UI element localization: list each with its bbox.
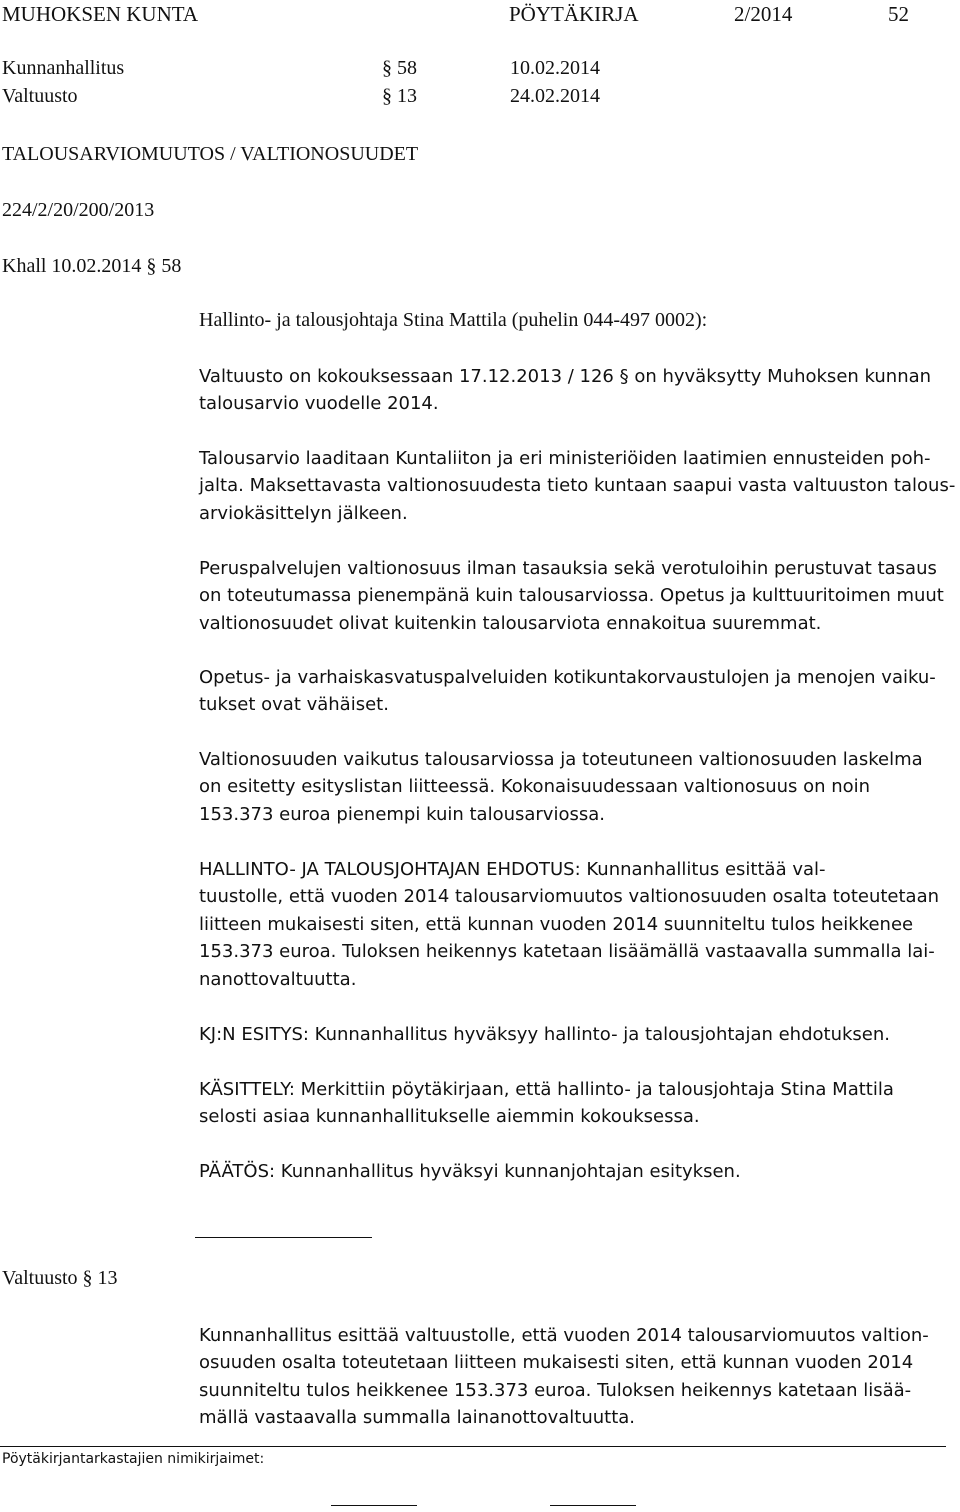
paragraph-line: nanottovaltuutta. [199, 968, 357, 990]
paragraph-line: KÄSITTELY: Merkittiin pöytäkirjaan, että hallinto- ja talousjohtaja Stina Mattila [199, 1079, 894, 1100]
kj-proposal-paragraph [199, 1021, 939, 1048]
reference-number: 224/2/20/200/2013 [2, 199, 155, 221]
section-divider [195, 1237, 372, 1238]
paragraph-line: tuustolle, että vuoden 2014 talousarviomuutos valtionosuuden osalta toteutetaan [199, 886, 940, 908]
document-title: TALOUSARVIOMUUTOS / VALTIONOSUUDET [2, 143, 419, 165]
handling-paragraph [199, 1076, 939, 1131]
municipality-name: MUHOKSEN KUNTA [2, 2, 199, 26]
paragraph-line: HALLINTO- JA TALOUSJOHTAJAN EHDOTUS: Kunnanhallitus esittää val- [199, 859, 826, 880]
paragraph-line: selosti asiaa kunnanhallitukselle aiemmin kokouksessa. [199, 1106, 700, 1128]
prior-reference: Khall 10.02.2014 § 58 [2, 255, 182, 277]
paragraph [199, 746, 939, 828]
issue-number: 2/2014 [734, 2, 793, 26]
paragraph-line: 153.373 euroa. Tuloksen heikennys katetaan lisäämällä vastaavalla summalla lai- [199, 941, 935, 963]
decision-paragraph [199, 1158, 939, 1185]
paragraph-line: valtionosuudet olivat kuitenkin talousarviota ennakoitua suuremmat. [199, 612, 822, 634]
paragraph-line: jalta. Maksettavasta valtionosuudesta tieto kuntaan saapui vasta valtuuston talous- [199, 475, 956, 497]
paragraph-line: on toteutumassa pienempänä kuin talousarviossa. Opetus ja kulttuuritoimen muut [199, 585, 944, 607]
meeting-date: 10.02.2014 [510, 57, 600, 79]
signatures-label: Pöytäkirjantarkastajien nimikirjaimet: [2, 1451, 265, 1467]
paragraph-line: Talousarvio laaditaan Kuntaliiton ja eri ministeriöiden laatimien ennusteiden poh- [199, 448, 931, 469]
paragraph-line: osuuden osalta toteutetaan liitteen mukaisesti siten, että kunnan vuoden 2014 [199, 1352, 914, 1374]
paragraph-line: talousarvio vuodelle 2014. [199, 393, 439, 415]
page-number: 52 [888, 2, 909, 26]
council-paragraph [199, 1322, 939, 1432]
signature-line [550, 1505, 636, 1506]
paragraph-line: Peruspalvelujen valtionosuus ilman tasauksia sekä verotuloihin perustuvat tasaus [199, 558, 937, 579]
meeting-body: Valtuusto [2, 85, 78, 107]
document-type: PÖYTÄKIRJA [509, 2, 639, 26]
signature-line [331, 1505, 417, 1506]
paragraph-line: Valtuusto on kokouksessaan 17.12.2013 / 126 § on hyväksytty Muhoksen kunnan [199, 366, 932, 387]
presenter-line: Hallinto- ja talousjohtaja Stina Mattila (puhelin 044-497 0002): [199, 309, 708, 331]
paragraph-line: Kunnanhallitus esittää valtuustolle, että vuoden 2014 talousarviomuutos valtion- [199, 1325, 929, 1346]
paragraph-line: PÄÄTÖS: Kunnanhallitus hyväksyi kunnanjohtajan esityksen. [199, 1161, 741, 1182]
paragraph-line: KJ:N ESITYS: Kunnanhallitus hyväksyy hallinto- ja talousjohtajan ehdotuksen. [199, 1024, 890, 1045]
paragraph [199, 555, 944, 637]
paragraph-line: Opetus- ja varhaiskasvatuspalveluiden kotikuntakorvaustulojen ja menojen vaiku- [199, 667, 936, 688]
paragraph [199, 445, 956, 527]
paragraph-line: tukset ovat vähäiset. [199, 694, 389, 716]
meeting-section: § 58 [382, 57, 417, 79]
paragraph-line: 153.373 euroa pienempi kuin talousarviossa. [199, 803, 605, 825]
paragraph-line: arviokäsittelyn jälkeen. [199, 502, 408, 524]
paragraph-line: on esitetty esityslistan liitteessä. Kokonaisuudessaan valtionosuus on noin [199, 776, 871, 798]
paragraph [199, 363, 939, 418]
proposal-paragraph [199, 856, 939, 993]
paragraph-line: liitteen mukaisesti siten, että kunnan vuoden 2014 suunniteltu tulos heikkenee [199, 913, 914, 935]
council-label: Valtuusto § 13 [2, 1267, 118, 1289]
meeting-body: Kunnanhallitus [2, 57, 125, 79]
paragraph-line: mällä vastaavalla summalla lainanottovaltuutta. [199, 1407, 636, 1429]
paragraph-line: Valtionosuuden vaikutus talousarviossa ja toteutuneen valtionosuuden laskelma [199, 749, 923, 770]
footer-rule [0, 1446, 946, 1447]
paragraph [199, 664, 939, 719]
paragraph-line: suunniteltu tulos heikkenee 153.373 euroa. Tuloksen heikennys katetaan lisää- [199, 1379, 912, 1401]
meeting-date: 24.02.2014 [510, 85, 600, 107]
meeting-section: § 13 [382, 85, 417, 107]
